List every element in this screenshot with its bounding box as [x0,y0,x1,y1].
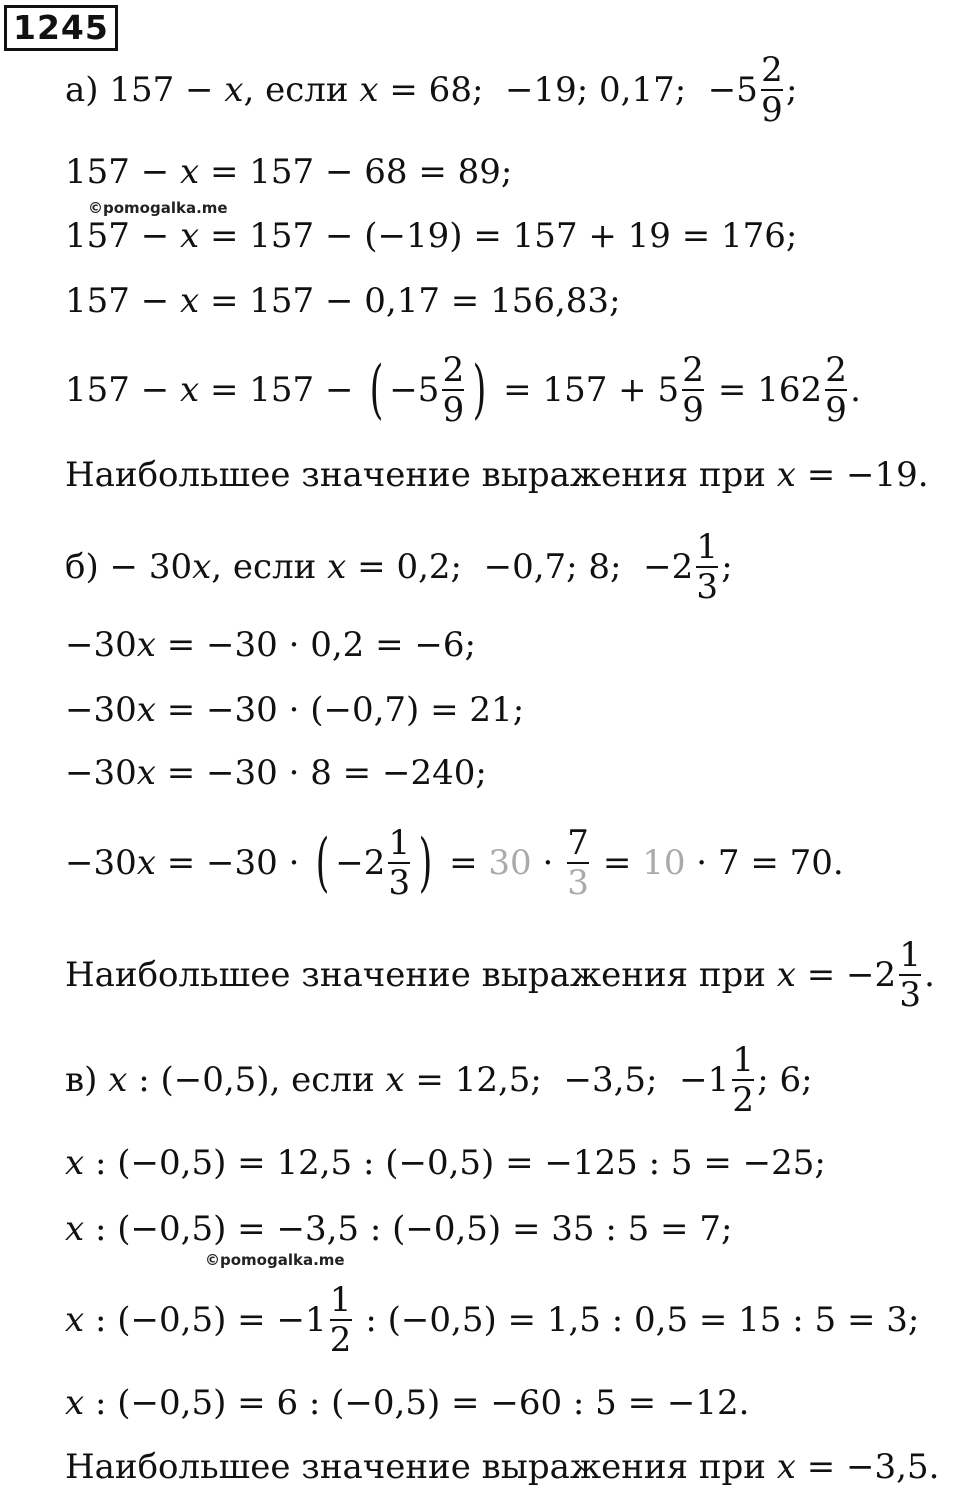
part-c-line-3: x : (−0,5) = −1 $\frac{1}{2}$ : (−0,5) = 1,5 : 0,5 = 15 : 5 = 3; [65,1280,920,1360]
part-a-heading: а) 157 − x , если x = 68; −19; 0,17; −5 $\frac{2}{9}$ ; [65,50,798,130]
part-a-answer: Наибольшее значение выражения при x = −19. [65,455,929,495]
part-a-line-1: 157 − x = 157 − 68 = 89; [65,152,513,192]
fraction: $\frac{1}{3}$ [388,823,411,903]
fraction: $\frac{2}{9}$ [442,350,465,430]
watermark: ©pomogalka.me [88,199,228,217]
fraction: $\frac{1}{2}$ [732,1040,755,1120]
watermark: ©pomogalka.me [205,1251,345,1269]
part-c-heading: в) x : (−0,5), если x = 12,5; −3,5; −1 $\frac{1}{2}$ ; 6; [65,1040,813,1120]
fraction: $\frac{1}{2}$ [329,1280,352,1360]
fraction: $\frac{7}{3}$ [567,823,589,903]
fraction: $\frac{1}{3}$ [899,935,921,1015]
part-c-line-1: x : (−0,5) = 12,5 : (−0,5) = −125 : 5 = −25; [65,1143,826,1183]
fraction: $\frac{1}{3}$ [696,527,719,607]
part-a-line-3: 157 − x = 157 − 0,17 = 156,83; [65,281,621,321]
part-a-line-2: 157 − x = 157 − (−19) = 157 + 19 = 176; [65,216,798,256]
part-c-line-4: x : (−0,5) = 6 : (−0,5) = −60 : 5 = −12. [65,1383,750,1423]
part-b-line-2: −30 x = −30 · (−0,7) = 21; [65,690,525,730]
part-b-heading: б) − 30 x , если x = 0,2; −0,7; 8; −2 $\frac{1}{3}$ ; [65,527,733,607]
exercise-number: 1245 [4,5,118,51]
fraction: $\frac{2}{9}$ [682,350,704,430]
part-a-line-4: 157 − x = 157 − ( −5 $\frac{2}{9}$ ) = 157 + 5 $\frac{2}{9}$ = 162 $\frac{2}{9}$ . [65,350,861,430]
fraction: $\frac{2}{9}$ [825,350,847,430]
part-b-line-1: −30 x = −30 · 0,2 = −6; [65,625,476,665]
part-b-line-4: −30 x = −30 · ( −2 $\frac{1}{3}$ ) = 30 · $\frac{7}{3}$ = 10 · 7 = 70. [65,823,844,903]
part-c-line-2: x : (−0,5) = −3,5 : (−0,5) = 35 : 5 = 7; [65,1209,733,1249]
part-c-answer: Наибольшее значение выражения при x = −3,5. [65,1447,940,1487]
part-b-answer: Наибольшее значение выражения при x = −2 $\frac{1}{3}$ . [65,935,935,1015]
part-b-line-3: −30 x = −30 · 8 = −240; [65,753,487,793]
fraction: $\frac{2}{9}$ [761,50,783,130]
